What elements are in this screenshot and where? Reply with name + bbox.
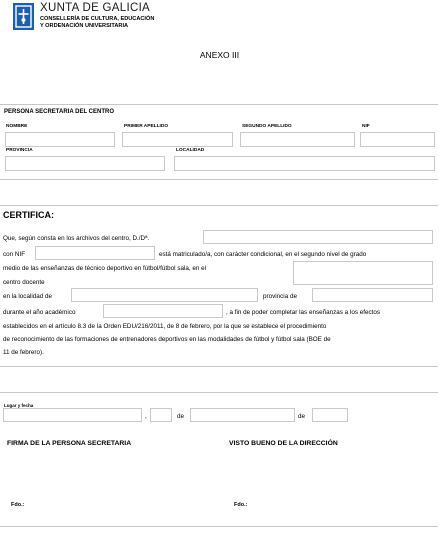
- label-localidad: LOCALIDAD: [176, 148, 205, 153]
- nif-field[interactable]: [360, 132, 435, 147]
- label-nombre: NOMBRE: [6, 124, 28, 129]
- secretary-signature-label: FIRMA DE LA PERSONA SECRETARIA: [7, 440, 132, 447]
- cert-line-3: medio de las enseñanzas de técnico deportivo en fútbol/fútbol sala, en el: [3, 265, 207, 272]
- academic-year-field[interactable]: [103, 304, 223, 318]
- label-provincia: PROVINCIA: [6, 148, 33, 153]
- segundo-apellido-field[interactable]: [240, 132, 355, 147]
- department-line-1: CONSELLERÍA DE CULTURA, EDUCACIÓN: [40, 16, 155, 22]
- label-segundo-apellido: SEGUNDO APELLIDO: [242, 124, 292, 129]
- student-name-field[interactable]: [203, 230, 433, 244]
- centro-docente-field[interactable]: [293, 261, 433, 285]
- director-fdo-label: Fdo.:: [234, 502, 248, 508]
- director-approval-label: VISTO BUENO DE LA DIRECCIÓN: [229, 440, 338, 447]
- localidad-field[interactable]: [174, 156, 435, 171]
- secretary-fdo-label: Fdo.:: [11, 502, 25, 508]
- cert-line-2a: con NIF: [3, 251, 26, 258]
- cert-line-1: Que, según consta en los archivos del centro, D./Dª.: [3, 235, 150, 242]
- cert-line-7: establecidos en el artículo 8.3 de la Orden EDU/216/2011, de 8 de febrero, por la que se establece el procedimiento: [3, 323, 327, 330]
- year-field[interactable]: [312, 408, 348, 422]
- nombre-field[interactable]: [5, 132, 115, 147]
- cert-line-6a: durante el año académico: [3, 309, 76, 316]
- xunta-galicia-logo-icon: [13, 3, 34, 30]
- cert-provincia-field[interactable]: [312, 288, 433, 302]
- primer-apellido-field[interactable]: [122, 132, 233, 147]
- cert-line-9: 11 de febrero).: [3, 349, 44, 356]
- provincia-field[interactable]: [5, 156, 165, 171]
- de-label-2: de: [298, 413, 306, 420]
- de-label-1: de: [177, 413, 185, 420]
- label-nif: NIF: [362, 124, 370, 129]
- cert-line-5a: en la localidad de: [3, 293, 53, 300]
- place-field[interactable]: [3, 408, 142, 422]
- cert-line-5b: provincia de: [263, 293, 297, 300]
- comma-separator: ,: [145, 413, 147, 420]
- label-primer-apellido: PRIMER APELLIDO: [124, 124, 169, 129]
- cert-line-8: de reconocimiento de las formaciones de entrenadores deportivos en las modalidades de fútbol y fútbol sala (BOE de: [3, 336, 331, 343]
- place-date-label: Lugar y fecha: [4, 403, 34, 408]
- org-name: XUNTA DE GALICIA: [40, 2, 151, 14]
- student-nif-field[interactable]: [35, 246, 155, 260]
- annex-title: ANEXO III: [199, 50, 240, 60]
- department-line-2: Y ORDENACIÓN UNIVERSITARIA: [40, 23, 129, 29]
- certifica-title: CERTIFICA:: [3, 210, 54, 220]
- day-field[interactable]: [150, 408, 172, 422]
- month-field[interactable]: [190, 408, 295, 422]
- cert-line-6b: , a fin de poder completar las enseñanzas a los efectos: [226, 309, 381, 316]
- cert-line-2b: está matriculado/a, con carácter condicional, en el segundo nivel de grado: [159, 251, 367, 258]
- cert-localidad-field[interactable]: [71, 288, 258, 302]
- cert-line-4: centro docente: [3, 279, 45, 286]
- secretary-section-title: PERSONA SECRETARIA DEL CENTRO: [4, 109, 115, 115]
